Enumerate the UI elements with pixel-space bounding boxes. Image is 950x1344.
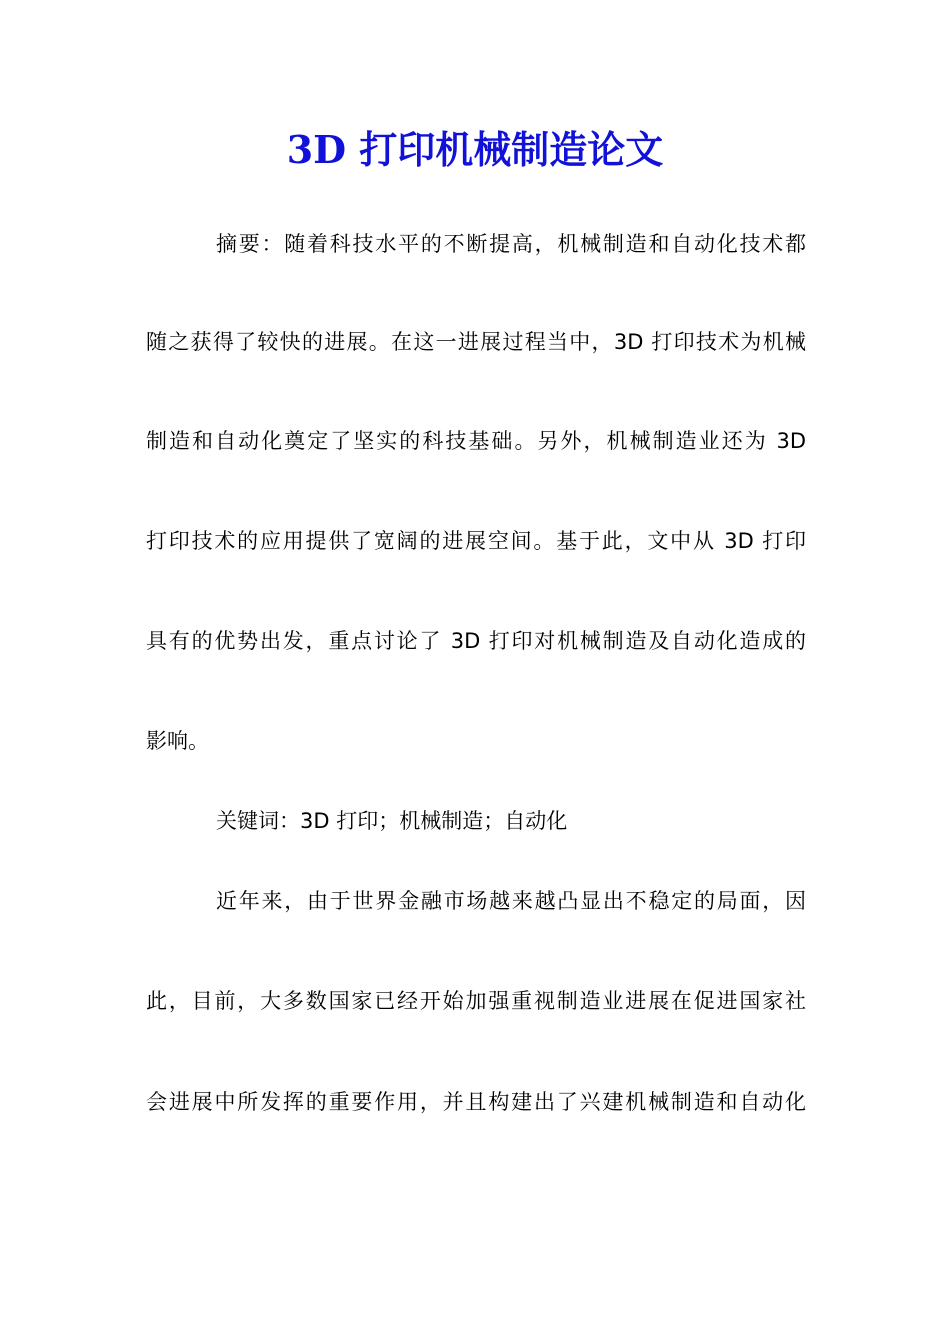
abstract-line: 随之获得了较快的进展。在这一进展过程当中，3D 打印技术为机械 — [146, 330, 806, 354]
body-line: 近年来，由于世界金融市场越来越凸显出不稳定的局面，因 — [216, 889, 806, 913]
abstract-line: 影响。 — [146, 729, 209, 753]
abstract-line: 制造和自动化奠定了坚实的科技基础。另外，机械制造业还为 3D — [146, 429, 806, 453]
abstract-line: 具有的优势出发，重点讨论了 3D 打印对机械制造及自动化造成的 — [146, 629, 806, 653]
document-title: 3D 打印机械制造论文 — [286, 127, 664, 172]
keywords-line: 关键词：3D 打印；机械制造；自动化 — [216, 809, 568, 833]
abstract-line: 打印技术的应用提供了宽阔的进展空间。基于此，文中从 3D 打印 — [146, 529, 806, 553]
body-line: 此，目前，大多数国家已经开始加强重视制造业进展在促进国家社 — [146, 989, 806, 1013]
body-line: 会进展中所发挥的重要作用，并且构建出了兴建机械制造和自动化 — [146, 1090, 806, 1114]
abstract-line: 摘要：随着科技水平的不断提高，机械制造和自动化技术都 — [216, 232, 806, 256]
